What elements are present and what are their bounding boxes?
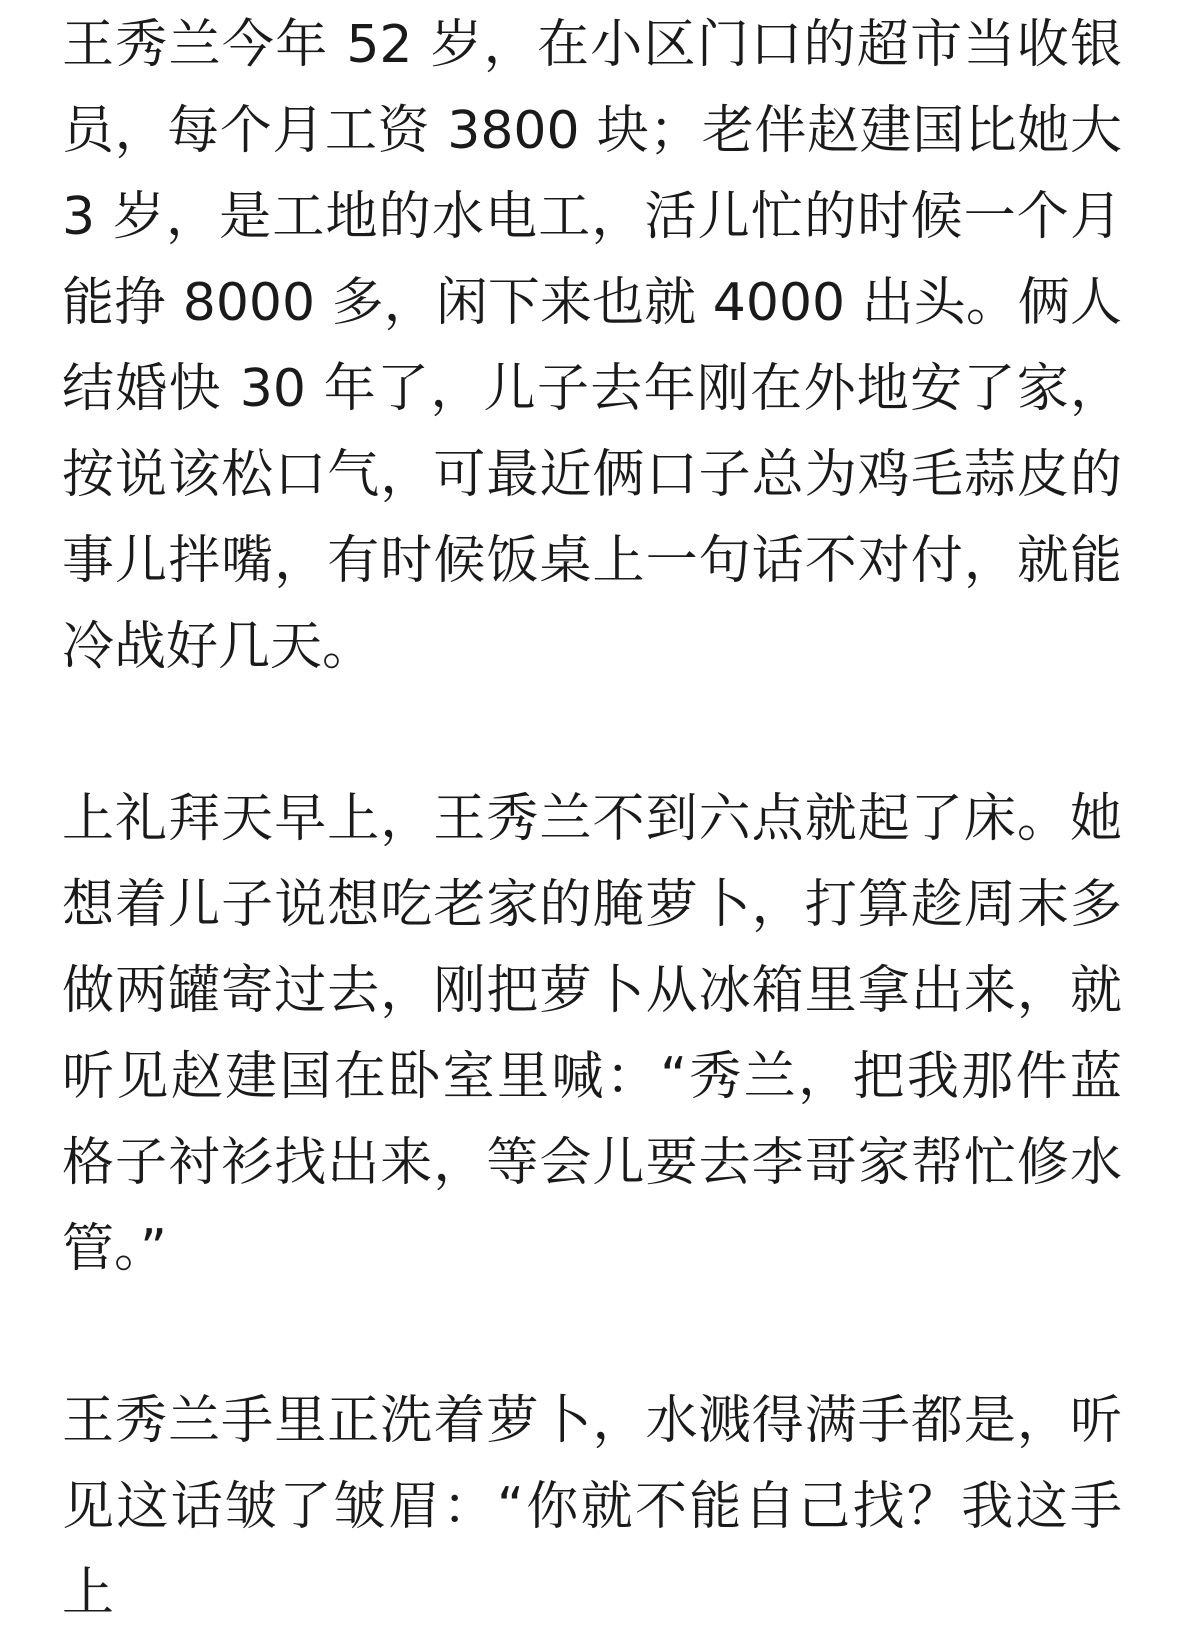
article-paragraph-3: 王秀兰手里正洗着萝卜，水溅得满手都是，听见这话皱了皱眉：“你就不能自己找？我这手上 xyxy=(62,1391,1122,1623)
article-paragraph-1: 王秀兰今年 52 岁，在小区门口的超市当收银员，每个月工资 3800 块；老伴赵建国比她大 3 岁，是工地的水电工，活儿忙的时候一个月能挣 8000 多，闲下来也就 4000 出头。俩人结婚快 30 年了，儿子去年刚在外地安了家，按说该松口气，可最近俩口子总为鸡毛蒜皮的事儿拌嘴，有时候饭桌上一句话不对付，就能冷战好几天。 xyxy=(62,15,1122,677)
article-paragraph-2: 上礼拜天早上，王秀兰不到六点就起了床。她想着儿子说想吃老家的腌萝卜，打算趁周末多做两罐寄过去，刚把萝卜从冰箱里拿出来，就听见赵建国在卧室里喊：“秀兰，把我那件蓝格子衬衫找出来，等会儿要去李哥家帮忙修水管。” xyxy=(62,789,1122,1279)
article-body xyxy=(62,0,1122,1636)
